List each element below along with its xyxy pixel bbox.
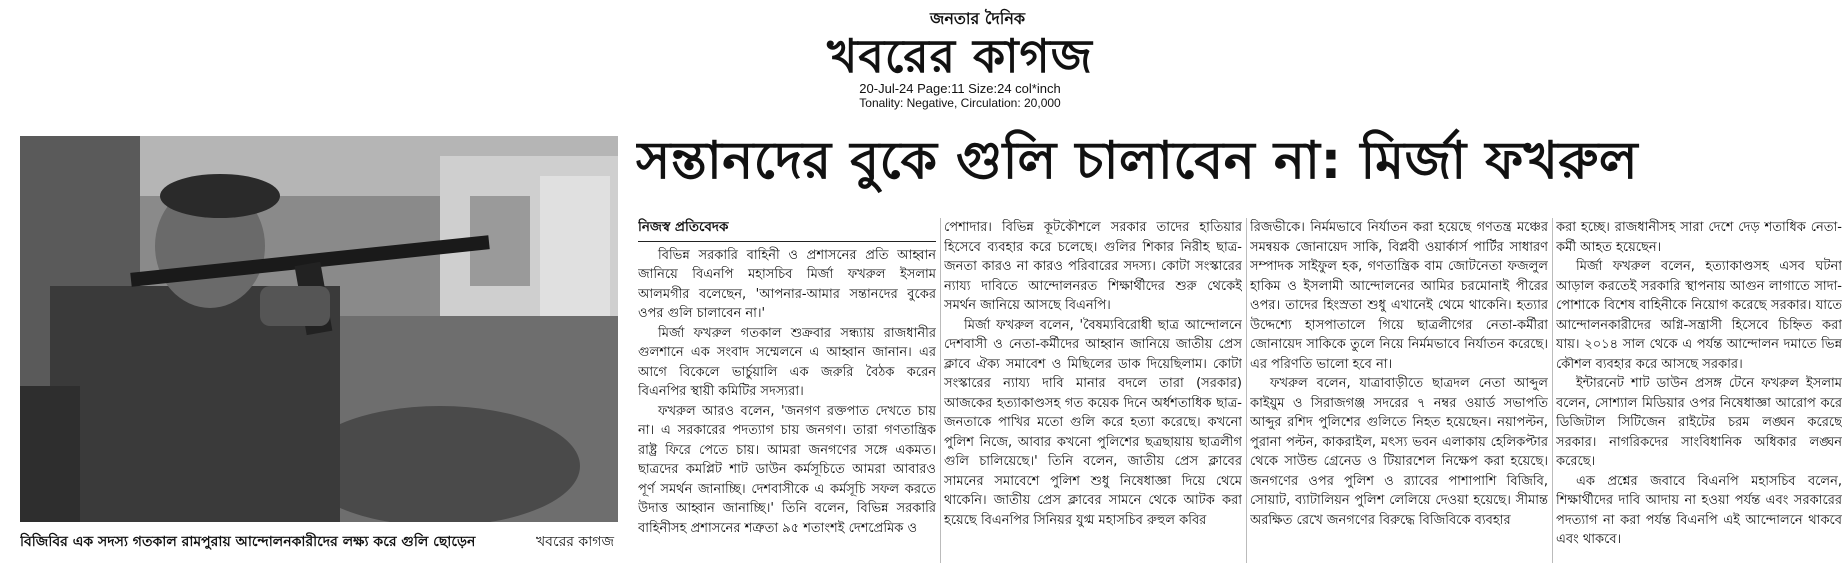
article-paragraph: ফখরুল আরও বলেন, 'জনগণ রক্তপাত দেখতে চায় না। এ সরকারের পদত্যাগ চায় জনগণ। তারা গণতান্ত্রিক রাষ্ট্র ফিরে পেতে চায়। আমরা জনগণের সঙ্গে একমত। ছাত্রদের কমপ্লিট শাট ডাউন কর্মসূচিতে আমরা আবারও পূর্ণ সমর্থন জানাচ্ছি। দেশবাসীকে এ কর্মসূচি সফল করতে উদাত্ত আহ্বান জানাচ্ছি।' তিনি বলেন, বিভিন্ন সরকারি বাহিনীসহ প্রশাসনের শত্রুতা ৯৫ শতাংশই দেশপ্রেমিক ও [638, 403, 936, 536]
newspaper-logo: খবরের কাগজ [827, 29, 1093, 83]
clip-meta-date-page: 20-Jul-24 Page:11 Size:24 col*inch [859, 81, 1061, 96]
clip-meta-tonality: Tonality: Negative, Circulation: 20,000 [859, 96, 1061, 110]
column-divider [1246, 218, 1247, 563]
article-paragraph: মির্জা ফখরুল গতকাল শুক্রবার সন্ধ্যায় রাজধানীর গুলশানে এক সংবাদ সম্মেলনে এ আহ্বান জানান। এর আগে বিকেলে ভার্চুয়ালি এক জরুরি বৈঠক করেন বিএনপির স্থায়ী কমিটির সদস্যরা। [638, 325, 936, 399]
photo-credit: খবরের কাগজ [535, 534, 614, 550]
article-paragraph: রিজভীকে। নির্মমভাবে নির্যাতন করা হয়েছে গণতন্ত্র মঞ্চের সমন্বয়ক জোনায়েদ সাকি, বিপ্লবী ওয়ার্কার্স পার্টির সাধারণ সম্পাদক সাইফুল হক, গণতান্ত্রিক বাম জোটনেতা ফজলুল হাকিম ও ইসলামী আন্দোলনের আমির চরমোনাই পীরের ওপর। তাদের হিংস্রতা শুধু এখানেই থেমে থাকেনি। হত্যার উদ্দেশ্যে হাসপাতালে গিয়ে ছাত্রলীগের নেতা-কর্মীরা জোনায়েদ সাকিকে তুলে নিয়ে নির্মমভাবে নির্যাতন করেছে। এর পরিণতি ভালো হবে না। [1250, 220, 1548, 372]
article-paragraph: করা হচ্ছে। রাজধানীসহ সারা দেশে দেড় শতাধিক নেতা-কর্মী আহত হয়েছেন। [1556, 220, 1842, 255]
article-paragraph: ইন্টারনেট শাট ডাউন প্রসঙ্গ টেনে ফখরুল ইসলাম বলেন, সোশ্যাল মিডিয়ার ওপর নিষেধাজ্ঞা আরোপ করে ডিজিটাল সিটিজেন রাইটের চরম লঙ্ঘন করেছে সরকার। নাগরিকদের সাংবিধানিক অধিকার লঙ্ঘন করেছে। [1556, 376, 1842, 469]
masthead-tagline: জনতার দৈনিক [930, 9, 1026, 28]
article-byline: নিজস্ব প্রতিবেদক [638, 218, 936, 242]
article-headline: সন্তানদের বুকে গুলি চালাবেন না: মির্জা ফখরুল [636, 131, 1639, 191]
article-paragraph: এক প্রশ্নের জবাবে বিএনপি মহাসচিব বলেন, শিক্ষার্থীদের দাবি আদায় না হওয়া পর্যন্ত এবং সরকারের পদত্যাগ না করা পর্যন্ত বিএনপি এই আন্দোলনে থাকবে এবং থাকবে। [1556, 473, 1842, 547]
photo-caption-text: বিজিবির এক সদস্য গতকাল রামপুরায় আন্দোলনকারীদের লক্ষ্য করে গুলি ছোড়েন [20, 534, 476, 550]
news-photo [20, 136, 618, 522]
article-paragraph: মির্জা ফখরুল বলেন, 'বৈষম্যবিরোধী ছাত্র আন্দোলনে দেশবাসী ও নেতা-কর্মীদের আহ্বান জানিয়ে জাতীয় প্রেস ক্লাবে ঐক্য সমাবেশ ও মিছিলের ডাক দিয়েছিলাম। কোটা সংস্কারের ন্যায্য দাবি মানার বদলে তারা (সরকার) আজকের হত্যাকাণ্ডসহ গত কয়েক দিনে অর্ধশতাধিক ছাত্র-জনতাকে পাখির মতো গুলি করে হত্যা করেছে। কখনো পুলিশ নিজে, আবার কখনো পুলিশের ছত্রছায়ায় ছাত্রলীগ গুলি চালিয়েছে।' তিনি বলেন, জাতীয় প্রেস ক্লাবের সামনের সমাবেশে পুলিশ শুধু নিষেধাজ্ঞা দিয়ে থেমে থাকেনি। জাতীয় প্রেস ক্লাবের সামনে থেকে আটক করা হয়েছে বিএনপির সিনিয়র যুগ্ম মহাসচিব রুহুল কবির [944, 317, 1242, 528]
article-paragraph: মির্জা ফখরুল বলেন, হত্যাকাণ্ডসহ এসব ঘটনা আড়াল করতেই সরকারি স্থাপনায় আগুন লাগাতে সাদা-পোশাকে বিশেষ বাহিনীকে নিয়োগ করেছে সরকার। যাতে আন্দোলনকারীদের অগ্নি-সন্ত্রাসী হিসেবে চিহ্নিত করা যায়। ২০১৪ সাল থেকে এ পর্যন্ত আন্দোলন দমাতে ভিন্ন কৌশল ব্যবহার করে আসছে সরকার। [1556, 259, 1842, 372]
article-paragraph: পেশাদার। বিভিন্ন কূটকৌশলে সরকার তাদের হাতিয়ার হিসেবে ব্যবহার করে চলেছে। গুলির শিকার নিরীহ ছাত্র-জনতা কারও না কারও পরিবারের সদস্য। কোটা সংস্কারের ন্যায্য দাবিতে আন্দোলনরত শিক্ষার্থীদের শুরু থেকেই সমর্থন জানিয়ে আসছে বিএনপি। [944, 220, 1242, 313]
article-paragraph: ফখরুল বলেন, যাত্রাবাড়ীতে ছাত্রদল নেতা আব্দুল কাইয়ুম ও সিরাজগঞ্জ সদরের ৭ নম্বর ওয়ার্ড সভাপতি আব্দুর রশিদ পুলিশের গুলিতে নিহত হয়েছেন। নয়াপল্টন, পুরানা পল্টন, কাকরাইল, মৎস্য ভবন এলাকায় হেলিকপ্টার থেকে সাউন্ড গ্রেনেড ও টিয়ারশেল নিক্ষেপ করা হয়েছে। জনগণের ওপর পুলিশ ও র‍্যাবের পাশাপাশি বিজিবি, সোয়াট, ব্যাটালিয়ন পুলিশ লেলিয়ে দেওয়া হয়েছে। সীমান্ত অরক্ষিত রেখে জনগণের বিরুদ্ধে বিজিবিকে ব্যবহার [1250, 376, 1548, 528]
article-column-4 [1556, 218, 1842, 563]
photo-caption [20, 530, 618, 556]
article-column-1 [638, 218, 936, 563]
column-divider [1552, 218, 1553, 563]
article-paragraph: বিভিন্ন সরকারি বাহিনী ও প্রশাসনের প্রতি আহ্বান জানিয়ে বিএনপি মহাসচিব মির্জা ফখরুল ইসলাম আলমগীর বলেছেন, 'আপনার-আমার সন্তানদের বুকের ওপর গুলি চালাবেন না।' [638, 247, 936, 321]
article-column-3 [1250, 218, 1548, 563]
news-photo-image [20, 136, 618, 522]
article-column-2 [944, 218, 1242, 563]
column-divider [940, 218, 941, 563]
